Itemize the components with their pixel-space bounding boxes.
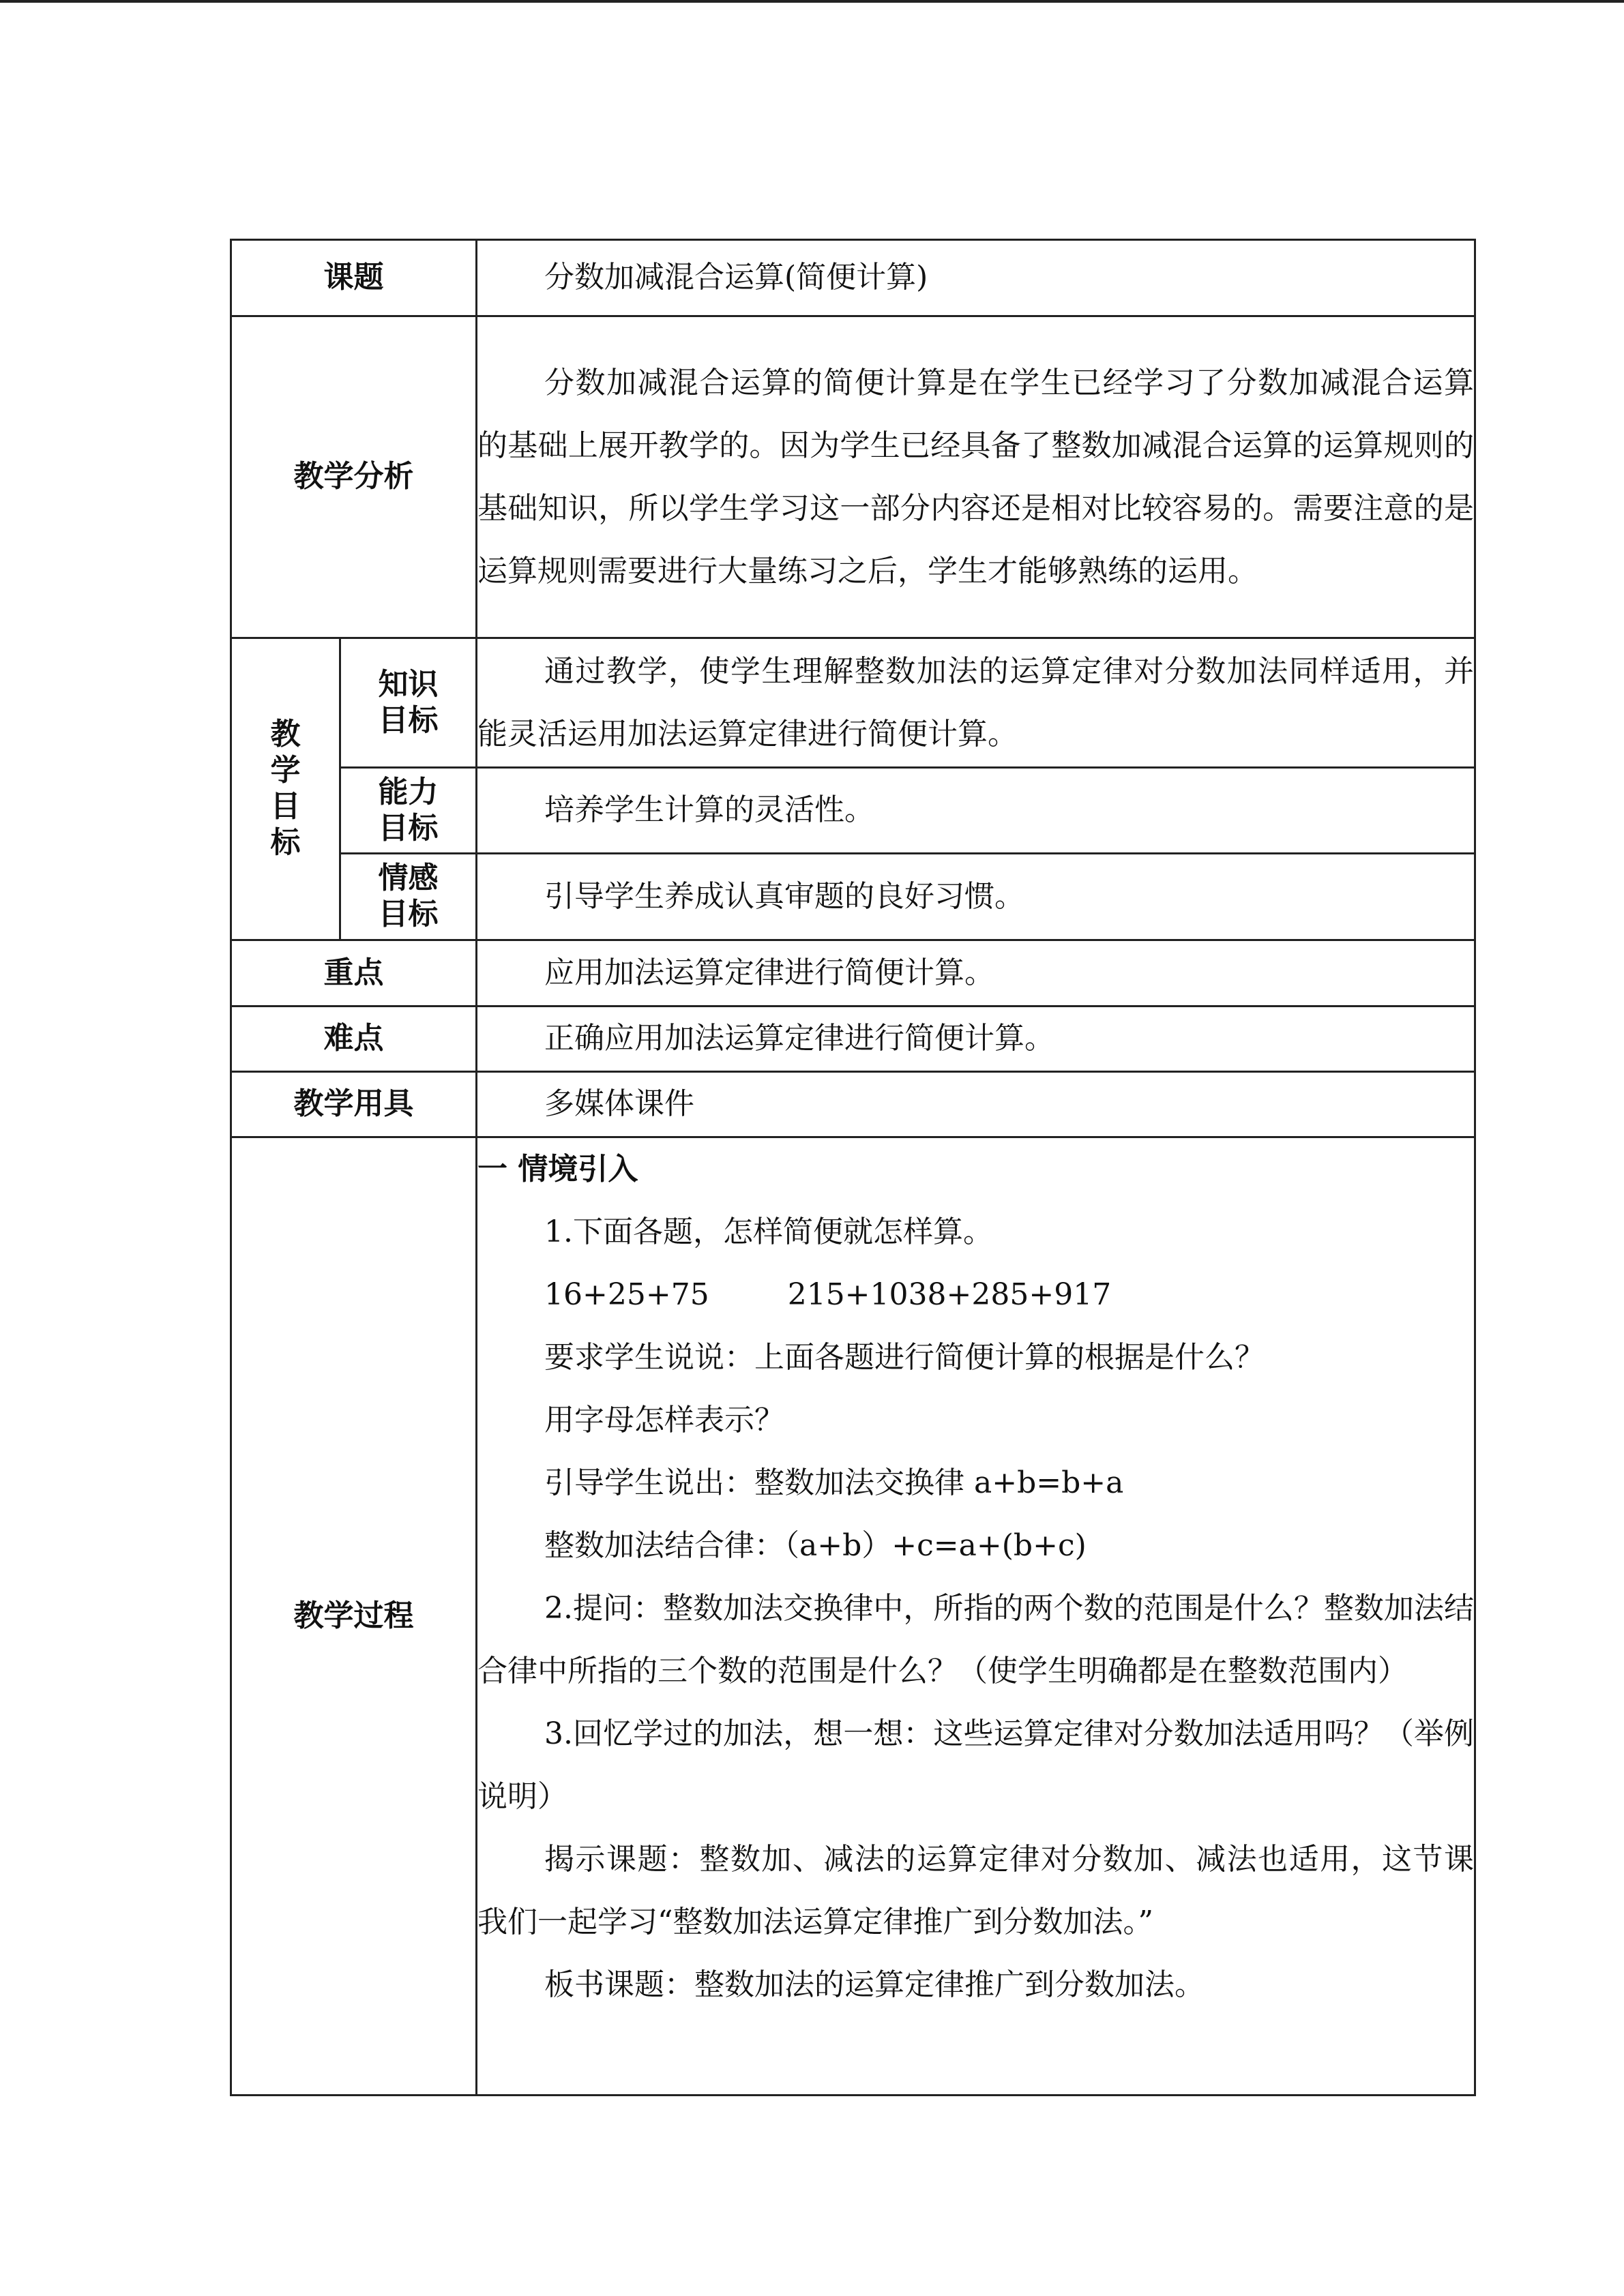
tools-value: 多媒体课件 [544,1086,694,1122]
topic-cell [477,240,1475,316]
associative-law: 整数加法结合律：（a+b）+c=a+(b+c) [544,1528,1087,1563]
key-point-row [231,940,1475,1007]
emotion-goal-label [340,854,477,940]
process-heading: 一 情境引入 [477,1152,638,1187]
analysis-cell [477,316,1475,638]
topic-value: 分数加减混合运算(简便计算) [544,260,928,295]
goals-label-text: 教学目标 [270,717,301,860]
process-item-1: 1.下面各题，怎样简便就怎样算。 [544,1214,993,1249]
commutative-law: 引导学生说出：整数加法交换律 a+b=b+a [544,1465,1124,1500]
practice-expressions [477,1264,1474,1326]
analysis-text: 分数加减混合运算的简便计算是在学生已经学习了分数加减混合运算的基础上展开教学的。因为学生已经具备了整数加减混合运算的运算规则的基础知识，所以学生学习这一部分内容还是相对比较容易的。需要注意的是运算规则需要进行大量练习之后，学生才能够熟练的运用。 [477,365,1474,588]
ability-goal-label-line1: 能力 [378,774,439,809]
process-label: 教学过程 [231,1137,477,2096]
emotion-goal-label-line1: 情感 [378,861,439,896]
process-item-2: 2.提问：整数加法交换律中，所指的两个数的范围是什么？整数加法结合律中所指的三个数的范围是什么？（使学生明确都是在整数范围内） [477,1591,1474,1688]
tools-label: 教学用具 [231,1072,477,1137]
knowledge-goal-label [340,638,477,768]
difficulty-row [231,1007,1475,1072]
analysis-row [231,316,1475,638]
emotion-goal-text: 引导学生养成认真审题的良好习惯。 [544,878,1024,914]
process-cell [477,1137,1475,2096]
goals-label [231,638,340,940]
goal-ability-row [231,768,1475,854]
tools-cell [477,1072,1475,1137]
expression-a: 16+25+75 [544,1277,709,1312]
topic-label: 课题 [231,240,477,316]
ability-goal-text: 培养学生计算的灵活性。 [544,792,874,828]
ability-goal-label-line2: 目标 [378,810,439,846]
ability-goal-cell [477,768,1475,854]
page-top-border [0,0,1624,3]
key-point-label: 重点 [231,940,477,1007]
expression-b: 215+1038+285+917 [787,1277,1112,1312]
topic-row [231,240,1475,316]
difficulty-value: 正确应用加法运算定律进行简便计算。 [544,1021,1054,1056]
difficulty-label: 难点 [231,1007,477,1072]
process-reveal-topic: 揭示课题：整数加、减法的运算定律对分数加、减法也适用，这节课我们一起学习“整数加法运算定律推广到分数加法。” [477,1842,1474,1939]
knowledge-goal-text: 通过教学，使学生理解整数加法的运算定律对分数加法同样适用，并能灵活运用加法运算定律进行简便计算。 [477,653,1474,751]
ability-goal-label [340,768,477,854]
analysis-label: 教学分析 [231,316,477,638]
process-ask-basis: 要求学生说说：上面各题进行简便计算的根据是什么？ [544,1340,1265,1375]
knowledge-goal-label-line2: 目标 [378,702,439,738]
process-ask-letters: 用字母怎样表示？ [544,1403,784,1437]
lesson-plan-table [230,239,1476,2096]
process-item-3: 3.回忆学过的加法，想一想：这些运算定律对分数加法适用吗？（举例说明） [477,1716,1474,1814]
goal-knowledge-row [231,638,1475,768]
key-point-cell [477,940,1475,1007]
tools-row [231,1072,1475,1137]
difficulty-cell [477,1007,1475,1072]
process-row [231,1137,1475,2096]
key-point-value: 应用加法运算定律进行简便计算。 [544,955,994,990]
goal-emotion-row [231,854,1475,940]
emotion-goal-cell [477,854,1475,940]
process-board-topic: 板书课题：整数加法的运算定律推广到分数加法。 [544,1967,1205,2002]
knowledge-goal-label-line1: 知识 [378,666,439,702]
emotion-goal-label-line2: 目标 [378,897,439,931]
knowledge-goal-cell [477,638,1475,768]
